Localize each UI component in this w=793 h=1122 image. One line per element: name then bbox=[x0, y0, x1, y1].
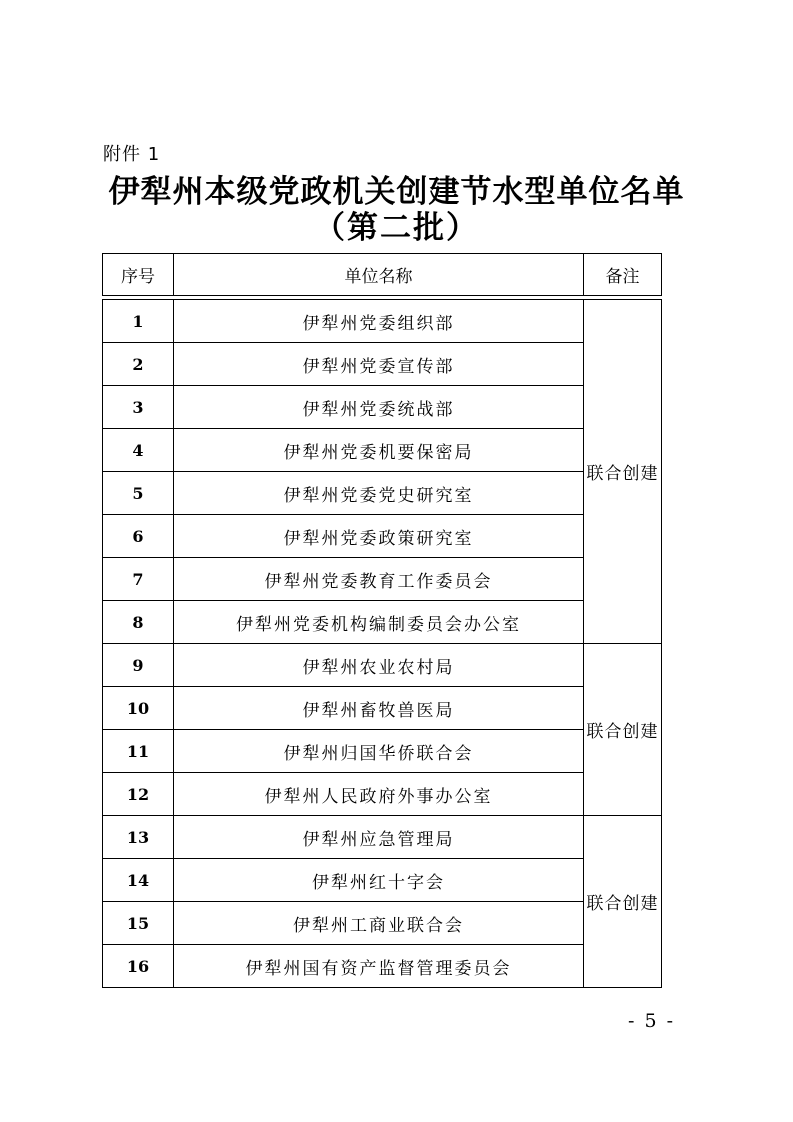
group-note: 联合创建 bbox=[584, 644, 662, 816]
page-number: - 5 - bbox=[628, 1010, 676, 1032]
row-unit-name: 伊犁州畜牧兽医局 bbox=[174, 687, 584, 730]
table-row bbox=[103, 816, 662, 859]
table-row bbox=[103, 773, 662, 816]
table-row bbox=[103, 644, 662, 687]
row-unit-name: 伊犁州工商业联合会 bbox=[174, 902, 584, 945]
row-unit-name: 伊犁州归国华侨联合会 bbox=[174, 730, 584, 773]
unit-list-table bbox=[102, 253, 662, 988]
row-seq: 12 bbox=[103, 773, 174, 816]
row-unit-name: 伊犁州党委宣传部 bbox=[174, 343, 584, 386]
row-seq: 6 bbox=[103, 515, 174, 558]
document-title: 伊犁州本级党政机关创建节水型单位名单 bbox=[108, 174, 685, 210]
row-seq: 5 bbox=[103, 472, 174, 515]
header-note: 备注 bbox=[584, 254, 662, 296]
row-unit-name: 伊犁州人民政府外事办公室 bbox=[174, 773, 584, 816]
row-seq: 10 bbox=[103, 687, 174, 730]
table-row bbox=[103, 515, 662, 558]
row-seq: 9 bbox=[103, 644, 174, 687]
row-unit-name: 伊犁州国有资产监督管理委员会 bbox=[174, 945, 584, 988]
row-seq: 1 bbox=[103, 300, 174, 343]
table-row bbox=[103, 386, 662, 429]
table-row bbox=[103, 472, 662, 515]
table-row bbox=[103, 429, 662, 472]
row-unit-name: 伊犁州党委党史研究室 bbox=[174, 472, 584, 515]
header-seq: 序号 bbox=[103, 254, 174, 296]
row-seq: 16 bbox=[103, 945, 174, 988]
table-row bbox=[103, 300, 662, 343]
group-note: 联合创建 bbox=[584, 816, 662, 988]
table-row bbox=[103, 730, 662, 773]
table-header-row bbox=[103, 254, 662, 296]
row-unit-name: 伊犁州党委机构编制委员会办公室 bbox=[174, 601, 584, 644]
row-seq: 3 bbox=[103, 386, 174, 429]
table-row bbox=[103, 558, 662, 601]
row-seq: 11 bbox=[103, 730, 174, 773]
row-unit-name: 伊犁州党委组织部 bbox=[174, 300, 584, 343]
table-row bbox=[103, 343, 662, 386]
row-unit-name: 伊犁州党委教育工作委员会 bbox=[174, 558, 584, 601]
document-subtitle: （第二批） bbox=[314, 210, 479, 246]
row-seq: 8 bbox=[103, 601, 174, 644]
attachment-label: 附件 1 bbox=[103, 144, 161, 165]
table-row bbox=[103, 859, 662, 902]
row-seq: 7 bbox=[103, 558, 174, 601]
row-unit-name: 伊犁州党委政策研究室 bbox=[174, 515, 584, 558]
row-seq: 15 bbox=[103, 902, 174, 945]
row-seq: 13 bbox=[103, 816, 174, 859]
table-row bbox=[103, 687, 662, 730]
row-unit-name: 伊犁州农业农村局 bbox=[174, 644, 584, 687]
row-seq: 14 bbox=[103, 859, 174, 902]
header-unit-name: 单位名称 bbox=[174, 254, 584, 296]
table-row bbox=[103, 945, 662, 988]
row-seq: 4 bbox=[103, 429, 174, 472]
row-seq: 2 bbox=[103, 343, 174, 386]
table-row bbox=[103, 601, 662, 644]
group-note: 联合创建 bbox=[584, 300, 662, 644]
row-unit-name: 伊犁州党委统战部 bbox=[174, 386, 584, 429]
row-unit-name: 伊犁州应急管理局 bbox=[174, 816, 584, 859]
row-unit-name: 伊犁州党委机要保密局 bbox=[174, 429, 584, 472]
table-row bbox=[103, 902, 662, 945]
row-unit-name: 伊犁州红十字会 bbox=[174, 859, 584, 902]
